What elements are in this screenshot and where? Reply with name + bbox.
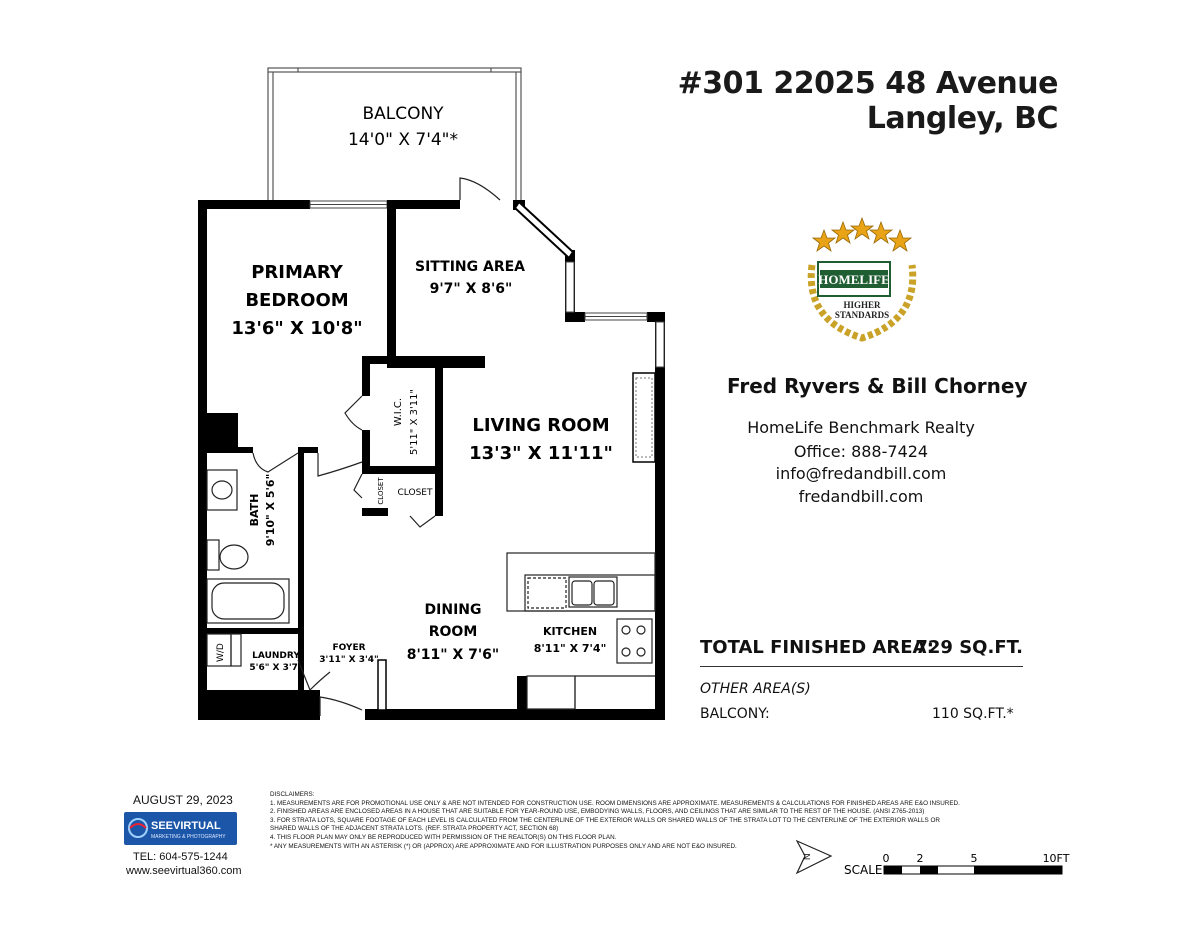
seevirtual-wordmark: SEEVIRTUAL	[151, 820, 221, 832]
living-room-dims: 13'3" X 11'11"	[469, 443, 613, 464]
total-area-label: TOTAL FINISHED AREA:	[700, 637, 934, 658]
plan-date: AUGUST 29, 2023	[133, 793, 233, 807]
disclaimer-line: 2. FINISHED AREAS ARE ENCLOSED AREAS IN A HOUSE THAT ARE SUITABLE FOR YEAR-ROUND USE, EMBODYING WALLS, FLOORS, AND CEILINGS THAT ARE SIMILAR TO THE REST OF THE HOUSE. (ANSI Z765-2013)	[270, 808, 925, 816]
living-room-label: LIVING ROOM	[472, 415, 610, 436]
homelife-logo	[811, 218, 913, 338]
primary-bedroom-label-1: PRIMARY	[251, 262, 343, 283]
laundry-dims: 5'6" X 3'7"	[249, 663, 303, 673]
scale-tick-0: 0	[882, 852, 890, 865]
balcony-label: BALCONY	[362, 104, 444, 124]
agent-email[interactable]: info@fredandbill.com	[775, 464, 947, 483]
kitchen-dims: 8'11" X 7'4"	[533, 642, 607, 655]
bath-label: BATH	[248, 493, 261, 527]
svg-text:N: N	[802, 853, 812, 860]
seevirtual-sub: MARKETING & PHOTOGRAPHY	[151, 834, 226, 840]
balcony-area-row	[700, 706, 1023, 722]
closet-label: CLOSET	[397, 488, 433, 498]
homelife-tagline-1: HIGHER	[843, 300, 881, 310]
disclaimer-title: DISCLAIMERS:	[270, 791, 315, 798]
bay-window-wall	[515, 202, 573, 258]
wd-label: W/D	[216, 643, 226, 662]
address-line-1: #301 22025 48 Avenue	[677, 66, 1058, 101]
foyer-label: FOYER	[332, 643, 366, 653]
scale-label: SCALE	[844, 863, 883, 877]
agent-website[interactable]: fredandbill.com	[798, 487, 924, 506]
disclaimer-line: SHARED WALLS OF THE ADJACENT STRATA LOTS. (REF. STRATA PROPERTY ACT, SECTION 68)	[270, 825, 559, 833]
agent-names: Fred Ryvers & Bill Chorney	[727, 374, 1028, 398]
disclaimer-line: 3. FOR STRATA LOTS, SQUARE FOOTAGE OF EACH LEVEL IS CALCULATED FROM THE CENTERLINE OF THE EXTERIOR WALLS OR SHARED WALLS OF THE STRATA LOT TO THE CENTERLINE OF THE EXTERIOR WALLS OR	[270, 816, 940, 824]
scale-tick-5: 5	[970, 852, 978, 865]
sitting-area-dims: 9'7" X 8'6"	[429, 281, 513, 297]
disclaimer-line: 4. THIS FLOOR PLAN MAY ONLY BE REPRODUCED WITH PERMISSION OF THE REALTOR(S) ON THIS FLOOR PLAN.	[270, 833, 617, 841]
scale-bar	[844, 852, 1070, 877]
balcony-dims: 14'0" X 7'4"*	[347, 130, 459, 150]
dining-room-label-2: ROOM	[428, 624, 478, 640]
sitting-area-label: SITTING AREA	[414, 259, 526, 275]
dining-room-label-1: DINING	[424, 602, 482, 618]
disclaimers	[270, 791, 990, 851]
wic-dims: 5'11" X 3'11"	[409, 388, 420, 456]
wic-label: W.I.C.	[393, 397, 404, 427]
bath-dims: 9'10" X 5'6"	[264, 473, 277, 547]
scale-tick-2: 2	[916, 852, 924, 865]
fireplace	[633, 373, 655, 462]
star-icons	[813, 218, 911, 251]
kitchen-label: KITCHEN	[542, 625, 598, 638]
homelife-tagline-2: STANDARDS	[834, 310, 890, 320]
primary-bedroom-label-2: BEDROOM	[245, 290, 349, 311]
scale-tick-10: 10FT	[1042, 852, 1070, 865]
disclaimer-line: * ANY MEASUREMENTS WITH AN ASTERISK (*) OR (APPROX) ARE APPROXIMATE AND FOR ILLUSTRATION PURPOSES ONLY AND ARE NOT E&O INSURED.	[270, 842, 737, 850]
seevirtual-website[interactable]: www.seevirtual360.com	[126, 865, 242, 877]
total-area-row	[700, 637, 1023, 667]
disclaimer-line: 1. MEASUREMENTS ARE FOR PROMOTIONAL USE ONLY & ARE NOT INTENDED FOR CONSTRUCTION USE. ROOM DIMENSIONS ARE APPROXIMATE. MEASUREMENTS & CALCULATIONS FOR FINISHED AREAS ARE E&O INSURED.	[270, 799, 960, 807]
total-area-value: 729 SQ.FT.	[915, 637, 1023, 658]
dining-room-dims: 8'11" X 7'6"	[406, 647, 500, 663]
address-line-2: Langley, BC	[866, 101, 1058, 136]
agent-company: HomeLife Benchmark Realty	[747, 418, 975, 437]
balcony-area-value: 110 SQ.FT.*	[932, 706, 1014, 722]
agent-office: Office: 888-7424	[793, 442, 929, 461]
foyer-dims: 3'11" X 3'4"	[319, 655, 379, 665]
seevirtual-phone: TEL: 604-575-1244	[133, 851, 228, 863]
other-areas-label: OTHER AREA(S)	[700, 681, 811, 697]
laundry-label: LAUNDRY	[252, 651, 300, 661]
closet-small-label: CLOSET	[377, 477, 385, 505]
globe-icon	[129, 819, 147, 837]
homelife-wordmark: HOMELIFE	[818, 272, 890, 287]
primary-bedroom-dims: 13'6" X 10'8"	[231, 318, 363, 339]
balcony-area-label: BALCONY:	[700, 706, 770, 722]
seevirtual-logo	[124, 812, 237, 845]
